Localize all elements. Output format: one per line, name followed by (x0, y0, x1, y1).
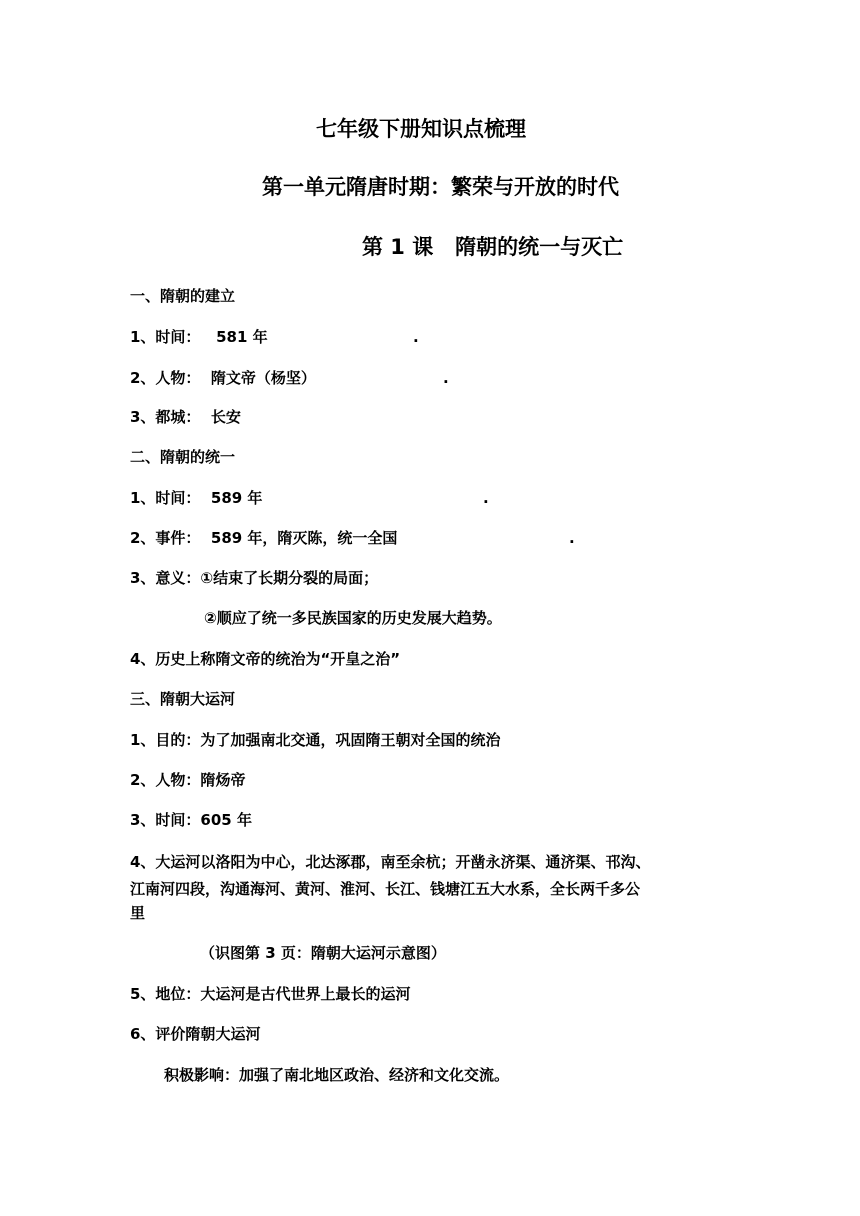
text-line: 3、时间：605 年 (130, 811, 252, 829)
text-line: 2、人物： 隋文帝（杨坚） (130, 369, 316, 387)
section-heading: 三、隋朝大运河 (130, 690, 236, 708)
text-line: 2、人物：隋炀帝 (130, 771, 246, 789)
doc-title: 七年级下册知识点梳理 (316, 117, 526, 141)
lesson-title: 第 1 课 隋朝的统一与灭亡 (362, 235, 624, 259)
text-line: 3、都城： 长安 (130, 408, 241, 426)
text-line: 1、时间： 581 年 (130, 328, 268, 346)
section-heading: 二、隋朝的统一 (130, 448, 236, 466)
text-line: 6、评价隋朝大运河 (130, 1025, 261, 1043)
text-line: 积极影响：加强了南北地区政治、经济和文化交流。 (164, 1066, 510, 1084)
text-line: 1、时间： 589 年 (130, 489, 263, 507)
dot-mark: . (413, 328, 419, 346)
text-line: 5、地位：大运河是古代世界上最长的运河 (130, 985, 411, 1003)
text-line: 江南河四段，沟通海河、黄河、淮河、长江、钱塘江五大水系，全长两千多公 (130, 880, 641, 898)
text-line: 2、事件： 589 年，隋灭陈，统一全国 (130, 529, 398, 547)
section-heading: 一、隋朝的建立 (130, 287, 236, 305)
dot-mark: . (443, 369, 449, 387)
text-line: 1、目的：为了加强南北交通，巩固隋王朝对全国的统治 (130, 731, 501, 749)
text-line: 里 (130, 904, 146, 922)
unit-title: 第一单元隋唐时期：繁荣与开放的时代 (262, 175, 619, 199)
text-line: 4、历史上称隋文帝的统治为“开皇之治” (130, 650, 401, 668)
dot-mark: . (569, 529, 575, 547)
text-line: ②顺应了统一多民族国家的历史发展大趋势。 (204, 609, 502, 627)
figure-note: （识图第 3 页：隋朝大运河示意图） (200, 944, 446, 962)
dot-mark: . (483, 489, 489, 507)
text-line: 4、大运河以洛阳为中心，北达涿郡，南至余杭；开凿永济渠、通济渠、邗沟、 (130, 853, 651, 871)
text-line: 3、意义：①结束了长期分裂的局面； (130, 569, 379, 587)
